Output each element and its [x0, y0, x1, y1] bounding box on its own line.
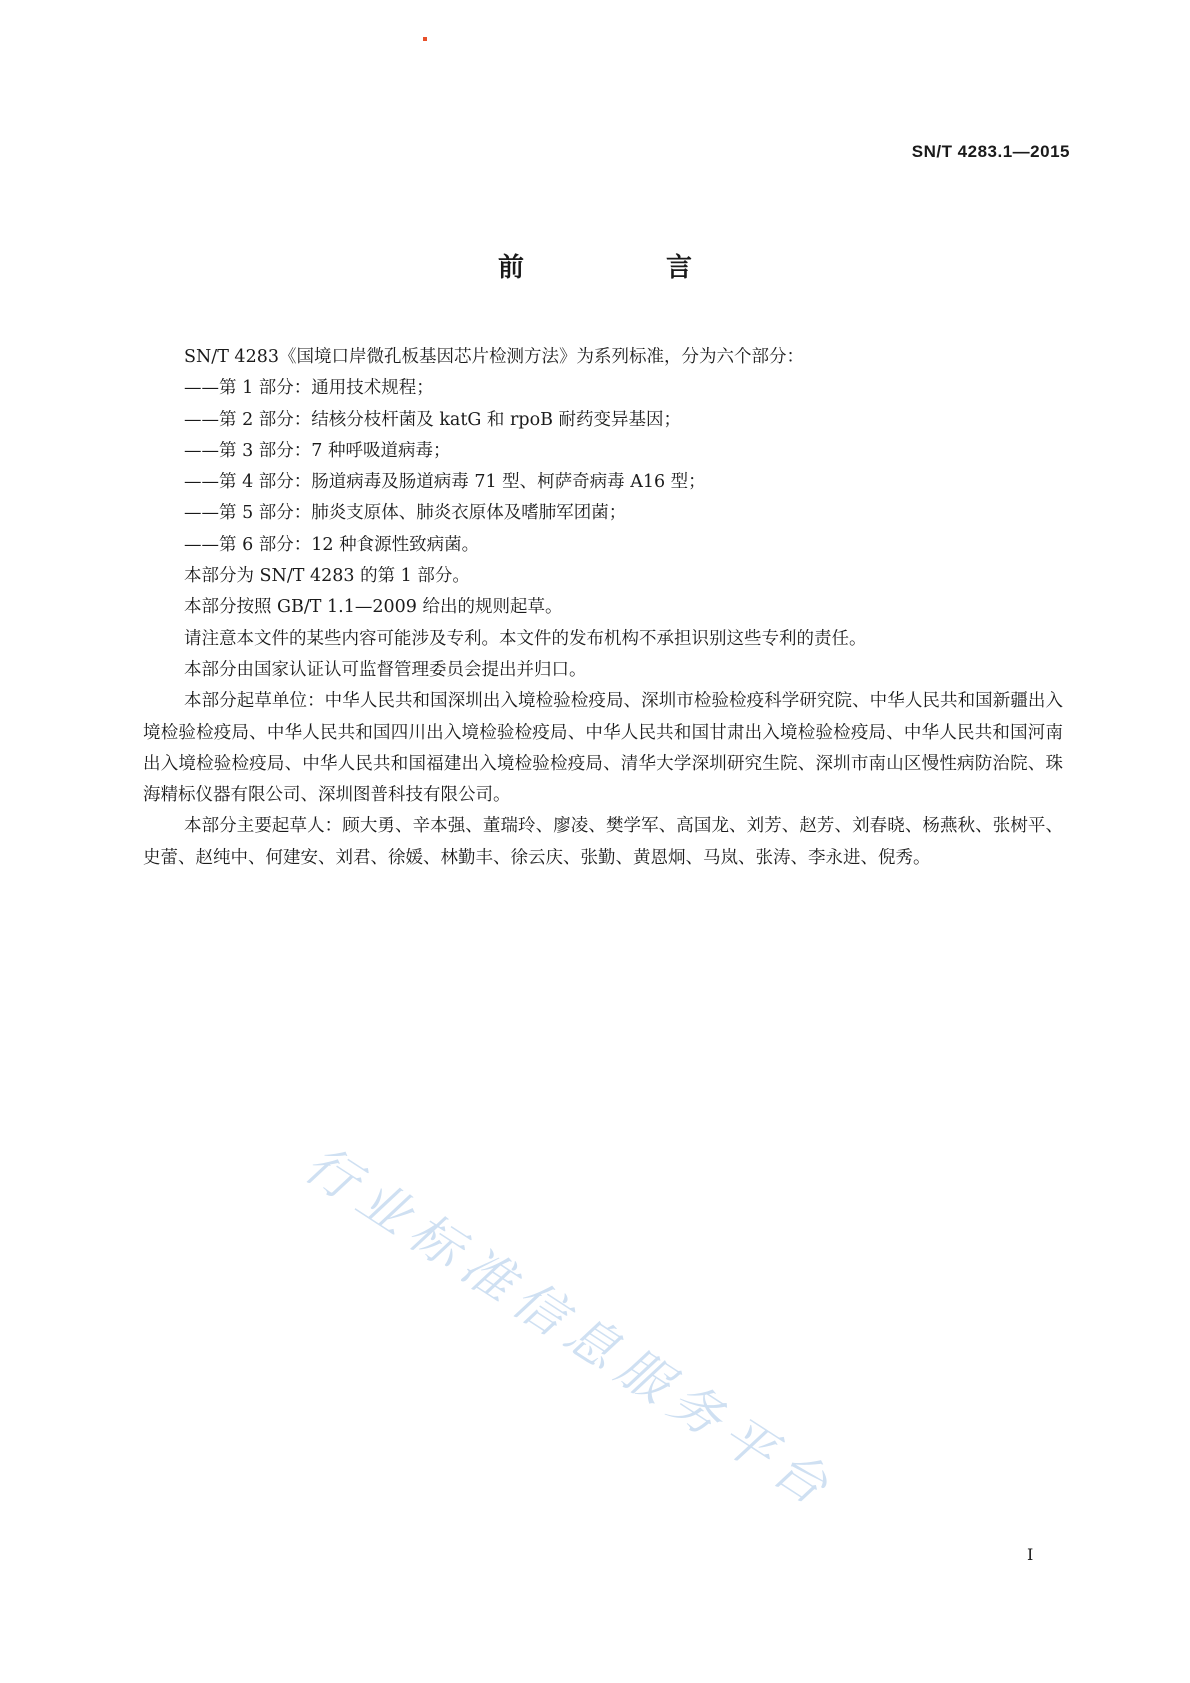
page-title: 前 言: [497, 253, 750, 283]
list-item-part-2: ——第 2 部分：结核分枝杆菌及 katG 和 rpoB 耐药变异基因；: [184, 409, 682, 430]
paragraph-series-intro: SN/T 4283《国境口岸微孔板基因芯片检测方法》为系列标准，分为六个部分：: [184, 347, 804, 367]
page-number: I: [1027, 1545, 1034, 1564]
paragraph-proposer: 本部分由国家认证认可监督管理委员会提出并归口。: [184, 659, 587, 680]
paragraph-drafting-rules: 本部分按照 GB/T 1.1—2009 给出的规则起草。: [184, 597, 563, 618]
list-item-part-4: ——第 4 部分：肠道病毒及肠道病毒 71 型、柯萨奇病毒 A16 型；: [184, 472, 706, 493]
list-item-part-1: ——第 1 部分：通用技术规程；: [184, 378, 434, 399]
list-item-part-6: ——第 6 部分：12 种食源性致病菌。: [184, 534, 480, 555]
list-item-part-5: ——第 5 部分：肺炎支原体、肺炎衣原体及嗜肺军团菌；: [184, 503, 627, 524]
watermark: 行业标准信息服务平台: [293, 1134, 847, 1523]
paragraph-drafting-units: 本部分起草单位：中华人民共和国深圳出入境检验检疫局、深圳市检验检疫科学研究院、中华人民共和国新疆出入境检验检疫局、中华人民共和国四川出入境检验检疫局、中华人民共和国甘肃出入境检验检疫局、中华人民共和国河南出入境检验检疫局、中华人民共和国福建出入境检验检疫局、清华大学深圳研究生院、深圳市南山区慢性病防治院、珠海精标仪器有限公司、深圳图普科技有限公司。: [143, 691, 1063, 806]
red-mark: [423, 37, 427, 41]
document-body: [143, 342, 1063, 874]
standard-code: SN/T 4283.1—2015: [911, 142, 1070, 161]
paragraph-part-statement: 本部分为 SN/T 4283 的第 1 部分。: [184, 566, 470, 587]
paragraph-drafters: 本部分主要起草人：顾大勇、辛本强、董瑞玲、廖凌、樊学军、高国龙、刘芳、赵芳、刘春晓、杨燕秋、张树平、史蕾、赵纯中、何建安、刘君、徐媛、林勤丰、徐云庆、张勤、黄恩炯、马岚、张涛、李永进、倪秀。: [143, 816, 1063, 868]
list-item-part-3: ——第 3 部分：7 种呼吸道病毒；: [184, 440, 451, 461]
paragraph-patent-notice: 请注意本文件的某些内容可能涉及专利。本文件的发布机构不承担识别这些专利的责任。: [184, 628, 867, 649]
